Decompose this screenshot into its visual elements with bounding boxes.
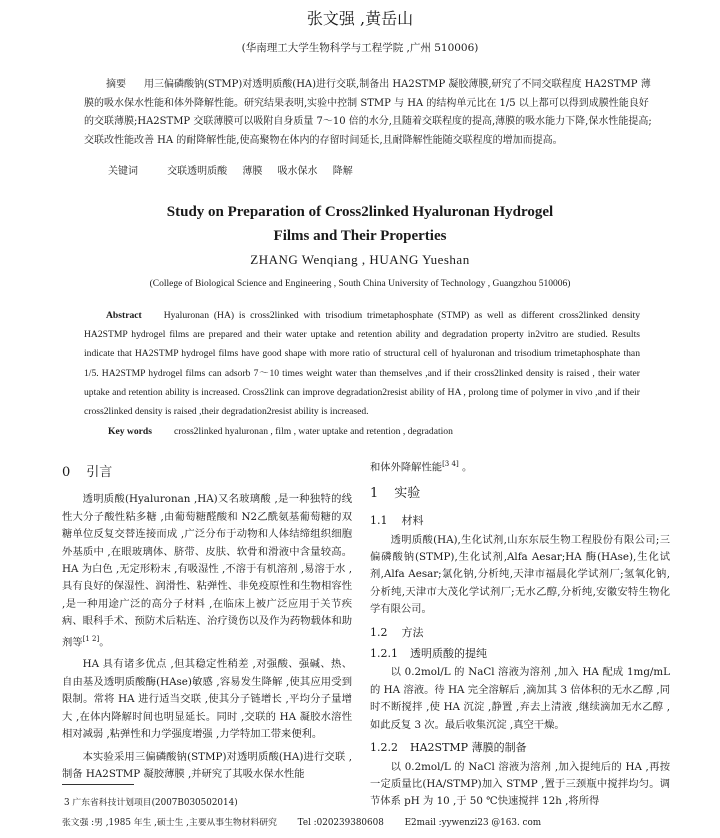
subsection-title: 材料 bbox=[401, 514, 424, 528]
footnote-author-info: 张文强 :男 ,1985 年生 ,硕士生 ,主要从事生物材料研究 bbox=[62, 818, 277, 828]
intro-continuation: 和体外降解性能[3 4] 。 bbox=[370, 460, 473, 474]
intro-paragraph-1: 透明质酸(Hyaluronan ,HA)又名玻璃酸 ,是一种独特的线性大分子酸性粘多糖 ,由葡萄糖醛酸和 N2乙酰氨基葡萄糖的双糖单位反复交替连接而成 ,广泛分布于动物和人体结缔组织细胞外基质中 ,在眼玻璃体、脐带、皮肤、软骨和滑液中含量较高。HA 为白色 ,无定形粉末 ,有吸湿性 ,不溶于有机溶剂 ,易溶于水 ,具有良好的保湿性、润滑性、粘弹性、非免疫原性和生物相容性 ,是一种用途广泛的高分子材料 ,在临床上被广泛应用于关节疾病、眼科手术、预防术后粘连、治疗烫伤以及作为药物载体和助剂等[1 2]。 bbox=[62, 493, 352, 649]
keywords-chinese-label: 关键词 bbox=[108, 166, 138, 177]
keywords-chinese bbox=[108, 162, 365, 177]
section-title: 实验 bbox=[394, 485, 421, 501]
subsubsection-title: 透明质酸的提纯 bbox=[410, 647, 487, 661]
abstract-english bbox=[84, 306, 640, 421]
abstract-chinese bbox=[84, 76, 654, 150]
abstract-english-text: Hyaluronan (HA) is cross2linked with trisodium trimetaphosphate (STMP) as well as different cross2linked density HA2STMP hydrogel films are prepared and their water uptake and retention ability and degradation property in2vitro are studied. Results indicate that HA2STMP hydrogel films have good shape with more ratio of structural cell of hyaluronan and trisodium trimetaphosphate than 1/5. HA2STMP hydrogel films can adsorb 7～10 times weight water than themselves ,and if their cross2linked density is raised , their water uptake and retention ability is increased. Cross2link can improve degradation2resist ability of HA , prolong time of polymer in vivo ,and if their cross2linked density is raised ,their degradation2resist ability is increased. bbox=[84, 310, 640, 418]
keyword-chinese-item: 降解 bbox=[332, 166, 353, 177]
subsubsection-heading-film-preparation bbox=[370, 739, 670, 756]
purification-paragraph: 以 0.2mol/L 的 NaCl 溶液为溶剂 ,加入 HA 配成 1mg/mL 的 HA 溶液。待 HA 完全溶解后 ,滴加其 3 倍体积的无水乙醇 ,同时不断搅拌 ,使 HA 沉淀 ,静置 ,弃去上清液 ,继续滴加无水乙醇 ,如此反复 3 次。最后收集沉淀 ,真空干燥。 bbox=[370, 666, 670, 731]
affiliation-english: (College of Biological Science and Engineering , South China University of Technology , Guangzhou 510006) bbox=[149, 279, 571, 289]
right-column bbox=[370, 456, 670, 816]
section-number: 1 bbox=[370, 485, 379, 501]
subsubsection-heading-purification bbox=[370, 645, 670, 662]
footnote-email: E2mail :yywenzi23 @163. com bbox=[404, 818, 542, 828]
affiliation-chinese: (华南理工大学生物科学与工程学院 ,广州 510006) bbox=[241, 42, 479, 54]
authors-english: ZHANG Wenqiang , HUANG Yueshan bbox=[250, 252, 470, 267]
footnote-author bbox=[62, 815, 559, 828]
section-title: 引言 bbox=[86, 465, 113, 480]
authors-chinese: 张文强 ,黄岳山 bbox=[306, 9, 414, 28]
section-heading-introduction bbox=[62, 464, 352, 481]
subsection-number: 1.2 bbox=[370, 625, 388, 639]
keywords-english bbox=[108, 426, 453, 437]
section-number: 0 bbox=[62, 465, 71, 480]
film-preparation-paragraph: 以 0.2mol/L 的 NaCl 溶液为溶剂 ,加入提纯后的 HA ,再按一定质量比(HA/STMP)加入 STMP ,置于三颈瓶中搅拌均匀。调节体系 pH 为 10 ,于 50 ℃快速搅拌 12h ,将所得 bbox=[370, 760, 670, 808]
subsection-heading-methods bbox=[370, 624, 670, 641]
left-column bbox=[62, 464, 352, 788]
intro-paragraph-3: 本实验采用三偏磷酸钠(STMP)对透明质酸(HA)进行交联 ,制备 HA2STMP 凝胶薄膜 ,并研究了其吸水保水性能 bbox=[62, 750, 352, 780]
section-heading-experiment bbox=[370, 485, 670, 502]
intro-paragraph-2: HA 具有诸多优点 ,但其稳定性稍差 ,对强酸、强碱、热、自由基及透明质酸酶(HAse)敏感 ,容易发生降解 ,使其应用受到限制。常将 HA 进行适当交联 ,使其分子链增长 ,平均分子量增大 ,在体内降解时间也明显延长。同时 ,交联的 HA 凝胶水溶性相对减弱 ,粘弹性和力学强度增强 ,力学特加工带来便利。 bbox=[62, 658, 352, 741]
keyword-chinese-item: 薄膜 bbox=[242, 166, 263, 177]
subsection-number: 1.1 bbox=[370, 514, 388, 528]
subsubsection-number: 1.2.2 bbox=[370, 741, 398, 755]
keywords-english-text: cross2linked hyaluronan , film , water uptake and retention , degradation bbox=[173, 426, 453, 437]
subsection-title: 方法 bbox=[401, 625, 424, 639]
footnote-divider bbox=[62, 784, 134, 785]
abstract-chinese-label: 摘要 bbox=[106, 79, 126, 90]
abstract-chinese-text: 用三偏磷酸钠(STMP)对透明质酸(HA)进行交联,制备出 HA2STMP 凝胶薄膜,研究了不同交联程度 HA2STMP 薄膜的吸水保水性能和体外降解性能。研究结果表明,实验中控制 STMP 与 HA 的结构单元比在 1/5 以上都可以得到成膜性能良好的交联薄膜;HA2STMP 交联薄膜可以吸附自身质量 7～10 倍的水分,且随着交联程度的提高,薄膜的吸水能力下降,保水性能提高;交联改性能改善 HA 的耐降解性能,使高聚物在体内的存留时间延长,且耐降解性能随交联程度的增加而提高。 bbox=[84, 79, 652, 146]
footnote-tel: Tel :020239380608 bbox=[297, 818, 384, 828]
subsection-heading-materials bbox=[370, 512, 670, 529]
title-english-line1: Study on Preparation of Cross2linked Hyaluronan Hydrogel bbox=[166, 204, 554, 220]
footnote-funding: 3 广东省科技计划项目(2007B030502014) bbox=[64, 798, 238, 808]
keyword-chinese-item: 交联透明质酸 bbox=[167, 166, 228, 177]
citation: [1 2] bbox=[82, 634, 100, 643]
citation: [3 4] bbox=[442, 460, 459, 468]
title-english-line2: Films and Their Properties bbox=[273, 228, 447, 244]
subsubsection-number: 1.2.1 bbox=[370, 647, 398, 661]
keyword-chinese-item: 吸水保水 bbox=[277, 166, 318, 177]
subsubsection-title: HA2STMP 薄膜的制备 bbox=[410, 741, 527, 755]
materials-paragraph: 透明质酸(HA),生化试剂,山东东辰生物工程股份有限公司;三偏磷酸钠(STMP),生化试剂,Alfa Aesar;HA 酶(HAse),生化试剂,Alfa Aesar;氯化钠,分析纯,天津市福晨化学试剂厂;氢氧化钠,分析纯,天津市大茂化学试剂厂;无水乙醇,分析纯,安徽安特生物化学有限公司。 bbox=[370, 533, 670, 616]
title-english bbox=[0, 200, 720, 248]
abstract-english-label: Abstract bbox=[106, 310, 142, 321]
keywords-english-label: Key words bbox=[108, 426, 152, 437]
